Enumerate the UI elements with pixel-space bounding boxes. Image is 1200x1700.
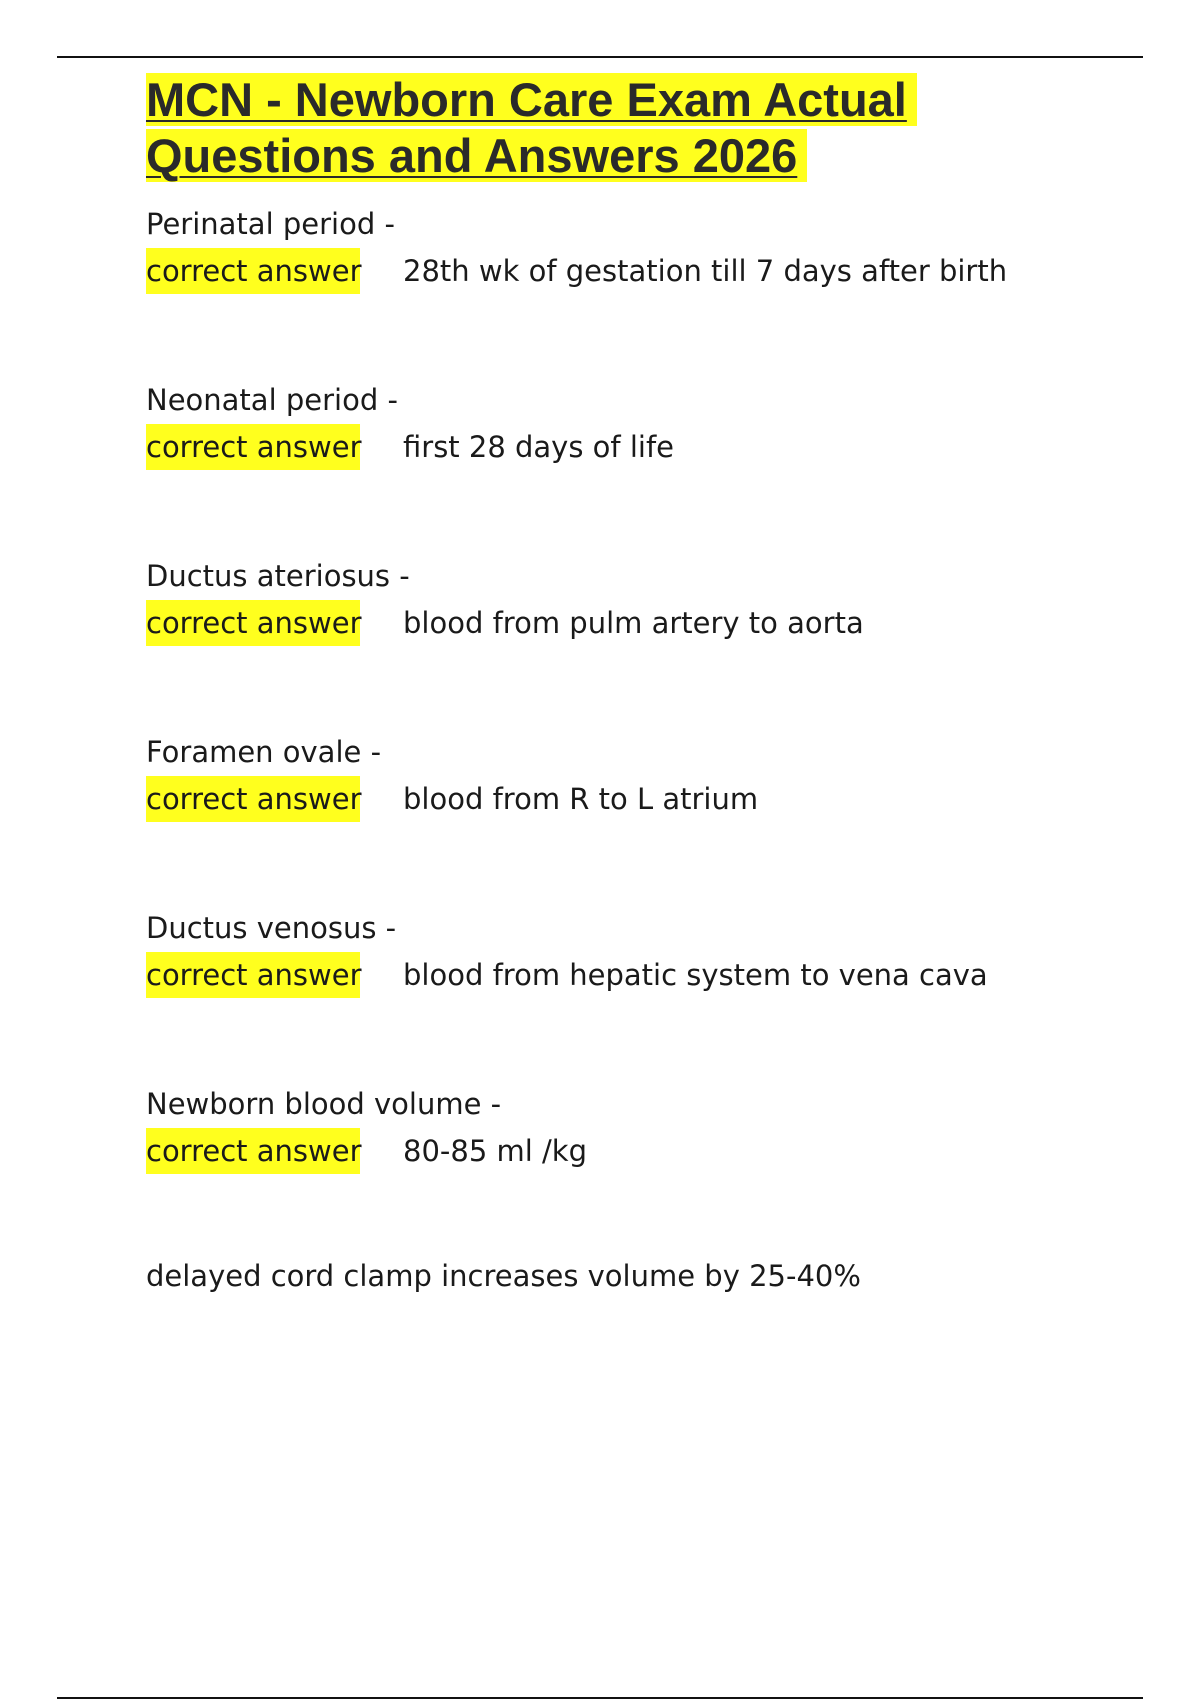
- answer-line: [146, 1128, 1146, 1174]
- qa-item: [146, 908, 1146, 998]
- title-line-1: MCN - Newborn Care Exam Actual: [146, 73, 917, 126]
- answer-text: blood from hepatic system to vena cava: [403, 958, 988, 992]
- correct-answer-label: correct answer: [146, 776, 360, 822]
- note-text: delayed cord clamp increases volume by 25-40%: [146, 1259, 861, 1293]
- question-text: Ductus venosus -: [146, 911, 397, 945]
- qa-item: [146, 732, 1146, 822]
- document-title: [146, 72, 1146, 184]
- correct-answer-label: correct answer: [146, 424, 360, 470]
- question-text: Neonatal period -: [146, 383, 398, 417]
- answer-line: [146, 248, 1146, 294]
- qa-item: [146, 556, 1146, 646]
- answer-line: [146, 424, 1146, 470]
- document-body: [146, 72, 1146, 1296]
- answer-line: [146, 600, 1146, 646]
- correct-answer-label: correct answer: [146, 1128, 360, 1174]
- question-text: Newborn blood volume -: [146, 1087, 502, 1121]
- answer-text: blood from R to L atrium: [403, 782, 759, 816]
- answer-text: 80-85 ml /kg: [403, 1134, 587, 1168]
- top-rule: [57, 56, 1143, 58]
- answer-text: blood from pulm artery to aorta: [403, 606, 864, 640]
- qa-item: [146, 380, 1146, 470]
- answer-text: first 28 days of life: [403, 430, 675, 464]
- answer-text: 28th wk of gestation till 7 days after birth: [403, 254, 1008, 288]
- question-text: Ductus ateriosus -: [146, 559, 410, 593]
- correct-answer-label: correct answer: [146, 248, 360, 294]
- title-line-2: Questions and Answers 2026: [146, 129, 807, 182]
- correct-answer-label: correct answer: [146, 600, 360, 646]
- bottom-rule: [57, 1697, 1143, 1699]
- question-text: Perinatal period -: [146, 207, 395, 241]
- question-text: Foramen ovale -: [146, 735, 382, 769]
- answer-line: [146, 952, 1146, 998]
- answer-line: [146, 776, 1146, 822]
- qa-item: [146, 204, 1146, 294]
- qa-item: [146, 1084, 1146, 1174]
- correct-answer-label: correct answer: [146, 952, 360, 998]
